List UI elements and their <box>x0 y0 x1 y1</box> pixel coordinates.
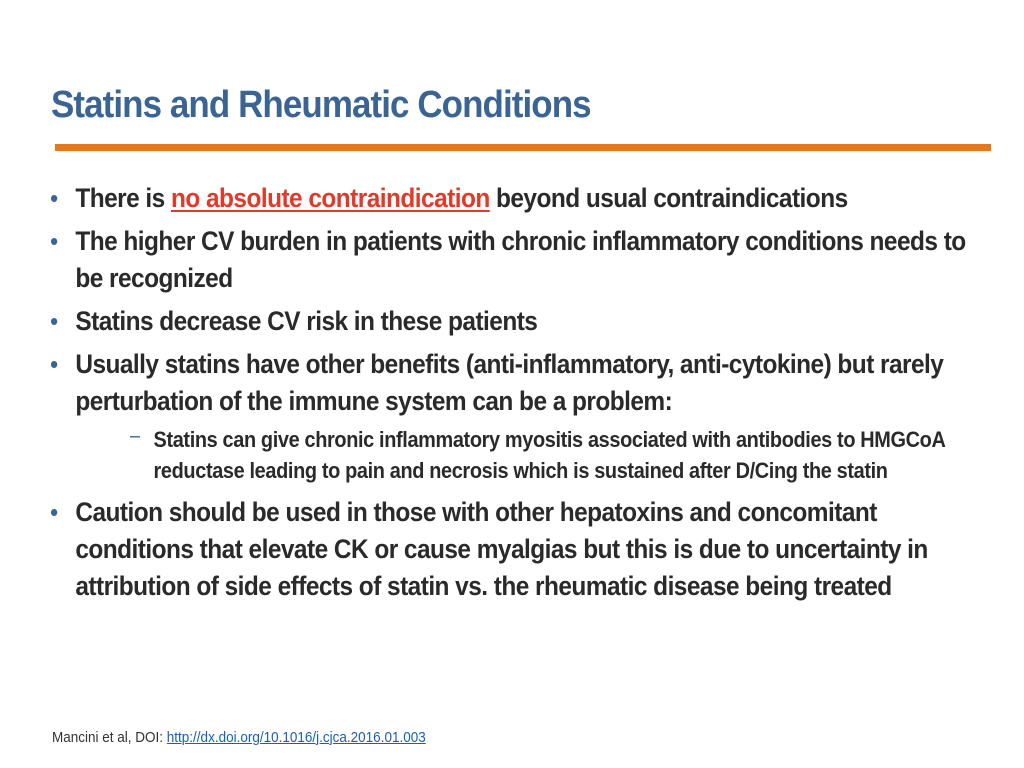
doi-link[interactable]: http://dx.doi.org/10.1016/j.cjca.2016.01.003 <box>166 729 426 746</box>
bullet-text: beyond usual contraindications <box>489 183 848 213</box>
dash-icon: – <box>130 425 140 447</box>
bullet-item <box>50 303 1017 340</box>
slide-body <box>50 180 990 611</box>
bullet-icon: • <box>50 226 58 256</box>
bullet-item <box>50 494 989 605</box>
highlight-link[interactable]: no absolute contraindication <box>170 183 490 213</box>
slide-title: Statins and Rheumatic Conditions <box>51 84 591 126</box>
bullet-icon: • <box>50 349 58 379</box>
bullet-text: Caution should be used in those with other hepatoxins and concomitant conditions that elevate CK or cause myalgias but this is due to uncertainty in attribution of side effects of statin vs. the rheumatic disease being treated <box>75 497 928 601</box>
bullet-item <box>50 346 989 420</box>
bullet-icon: • <box>50 497 58 527</box>
bullet-icon: • <box>50 306 58 336</box>
bullet-item <box>50 180 1024 217</box>
title-divider <box>55 144 991 151</box>
bullet-item <box>50 223 971 297</box>
bullet-icon: • <box>50 183 58 213</box>
bullet-text: Statins decrease CV risk in these patients <box>75 306 538 336</box>
bullet-text: There is <box>75 183 171 213</box>
citation-footer <box>52 729 426 746</box>
sub-bullet-item <box>130 424 1013 486</box>
citation-text: Mancini et al, DOI: <box>52 729 167 746</box>
sub-bullet-text: Statins can give chronic inflammatory myositis associated with antibodies to HMGCoA reductase leading to pain and necrosis which is sustained after D/Cing the statin <box>153 427 945 483</box>
bullet-text: The higher CV burden in patients with chronic inflammatory conditions needs to be recognized <box>75 226 966 293</box>
bullet-text: Usually statins have other benefits (anti-inflammatory, anti-cytokine) but rarely perturbation of the immune system can be a problem: <box>75 349 944 416</box>
